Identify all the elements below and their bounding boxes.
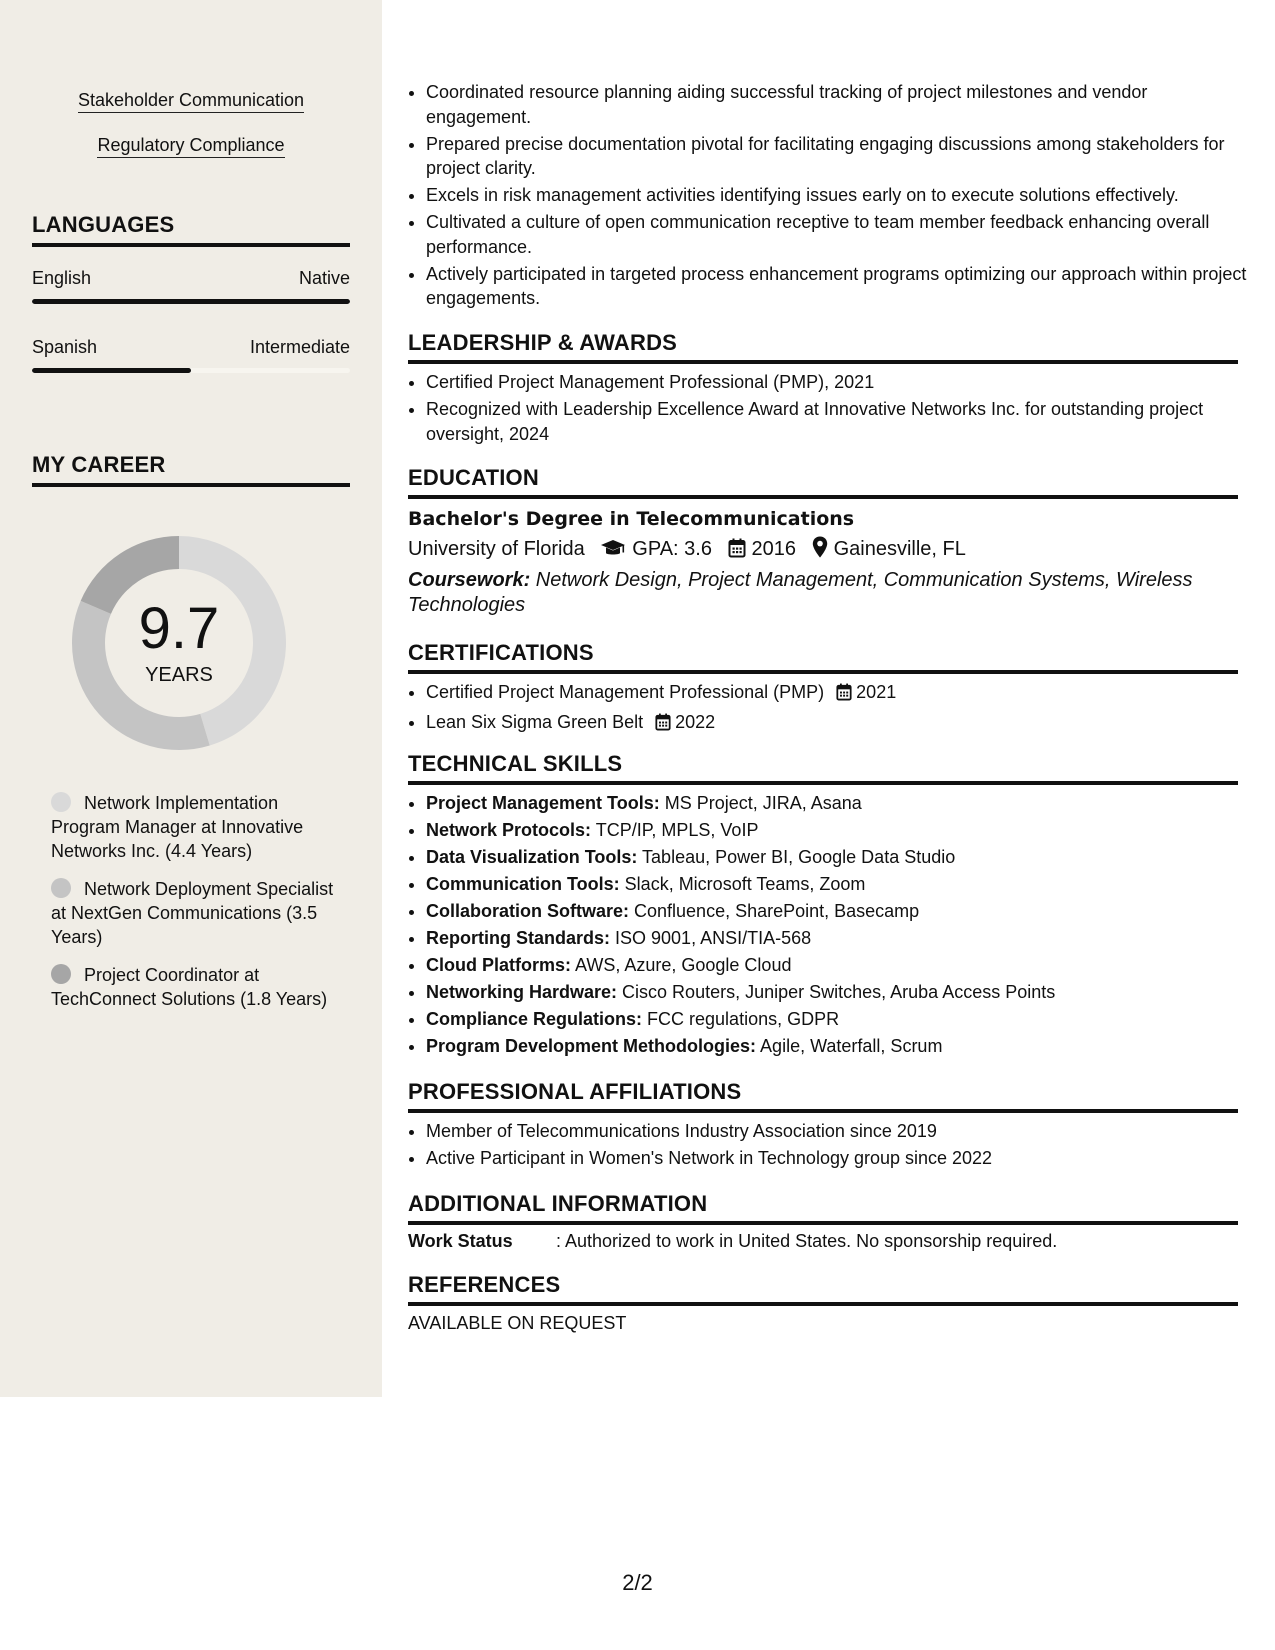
- list-item: [426, 953, 1256, 978]
- skill-label: Collaboration Software:: [426, 901, 630, 921]
- career-total-unit: YEARS: [145, 664, 213, 686]
- references-heading: REFERENCES: [408, 1272, 1238, 1306]
- work-status-value: : Authorized to work in United States. No sponsorship required.: [556, 1231, 1058, 1251]
- calendar-icon: [655, 713, 671, 738]
- list-item: [426, 818, 1256, 843]
- technical-skills-list: [408, 791, 1256, 1061]
- skill-label: Networking Hardware:: [426, 982, 618, 1002]
- work-status-label: Work Status: [408, 1231, 513, 1251]
- education-heading: EDUCATION: [408, 465, 1238, 499]
- skill-tag-label: Regulatory Compliance: [97, 135, 284, 158]
- skill-value: MS Project, JIRA, Asana: [659, 793, 862, 813]
- list-item: [426, 1007, 1256, 1032]
- certification-year: 2021: [856, 682, 897, 702]
- language-proficiency-bar: [32, 299, 350, 304]
- list-item: • Member of Telecommunications Industry Association since 2019: [426, 1119, 1256, 1144]
- list-item: [426, 980, 1256, 1005]
- list-item: • Prepared precise documentation pivotal for facilitating engaging discussions among stakeholders for project clarity.: [426, 132, 1256, 181]
- calendar-icon: [728, 538, 746, 566]
- language-name: Spanish: [32, 337, 98, 357]
- graduation-cap-icon: [600, 538, 626, 566]
- list-item: • Excels in risk management activities identifying issues early on to execute solutions effectively.: [426, 183, 1256, 208]
- skill-label: Reporting Standards:: [426, 928, 611, 948]
- skill-value: Slack, Microsoft Teams, Zoom: [619, 874, 866, 894]
- coursework-text: Network Design, Project Management, Communication Systems, Wireless Technologies: [408, 569, 1193, 616]
- skill-label: Data Visualization Tools:: [426, 847, 638, 867]
- skill-value: Confluence, SharePoint, Basecamp: [629, 901, 920, 921]
- career-legend-item: [51, 791, 341, 863]
- language-proficiency-bar: [32, 368, 350, 373]
- list-item: [426, 845, 1256, 870]
- location-pin-icon: [812, 536, 828, 566]
- skill-tag: [0, 88, 382, 112]
- career-role-text: Network Deployment Specialist at NextGen Communications (3.5 Years): [51, 879, 334, 947]
- list-item: [426, 872, 1256, 897]
- affiliations-heading: PROFESSIONAL AFFILIATIONS: [408, 1079, 1238, 1113]
- skill-value: Agile, Waterfall, Scrum: [756, 1036, 943, 1056]
- skill-label: Program Development Methodologies:: [426, 1036, 757, 1056]
- list-item: • Actively participated in targeted process enhancement programs optimizing our approach within project engagements.: [426, 262, 1256, 311]
- list-item: • Recognized with Leadership Excellence Award at Innovative Networks Inc. for outstanding project oversight, 2024: [426, 397, 1256, 446]
- skill-label: Compliance Regulations:: [426, 1009, 643, 1029]
- certifications-heading: CERTIFICATIONS: [408, 640, 1238, 674]
- career-legend-item: [51, 877, 341, 949]
- additional-info-heading: ADDITIONAL INFORMATION: [408, 1191, 1238, 1225]
- legend-swatch: [51, 878, 71, 898]
- skill-value: TCP/IP, MPLS, VoIP: [591, 820, 759, 840]
- language-row: [32, 335, 350, 359]
- language-proficiency-fill: [32, 368, 191, 373]
- skill-label: Project Management Tools:: [426, 793, 660, 813]
- skill-tag-label: Stakeholder Communication: [78, 90, 304, 113]
- certification-name: Lean Six Sigma Green Belt: [426, 712, 644, 732]
- language-row: [32, 266, 350, 290]
- list-item: [426, 899, 1256, 924]
- legend-swatch: [51, 964, 71, 984]
- career-heading: MY CAREER: [32, 452, 350, 487]
- skill-value: FCC regulations, GDPR: [642, 1009, 840, 1029]
- leadership-heading: LEADERSHIP & AWARDS: [408, 330, 1238, 364]
- certification-year: 2022: [675, 712, 716, 732]
- skill-value: ISO 9001, ANSI/TIA-568: [610, 928, 812, 948]
- calendar-icon: [836, 683, 852, 708]
- education-school: University of Florida: [408, 538, 585, 560]
- work-status-row: [408, 1229, 1238, 1253]
- certification-name: Certified Project Management Professional (PMP): [426, 682, 825, 702]
- skill-tag: [0, 133, 382, 157]
- list-item: • Certified Project Management Professional (PMP), 2021: [426, 370, 1256, 395]
- list-item: [426, 1034, 1256, 1059]
- sidebar: [0, 0, 382, 1397]
- language-level: Native: [298, 268, 350, 288]
- education-gpa: GPA: 3.6: [632, 538, 712, 560]
- technical-skills-heading: TECHNICAL SKILLS: [408, 751, 1238, 785]
- list-item: [426, 926, 1256, 951]
- education-coursework: [408, 568, 1238, 618]
- leadership-list: [408, 370, 1256, 449]
- skill-label: Communication Tools:: [426, 874, 620, 894]
- list-item: [426, 791, 1256, 816]
- education-year: 2016: [751, 538, 797, 560]
- career-role-text: Network Implementation Program Manager at Innovative Networks Inc. (4.4 Years): [51, 793, 304, 861]
- list-item: • Cultivated a culture of open communication receptive to team member feedback enhancing overall performance.: [426, 210, 1256, 259]
- skill-value: Tableau, Power BI, Google Data Studio: [637, 847, 956, 867]
- list-item: [426, 680, 1256, 708]
- references-text: AVAILABLE ON REQUEST: [408, 1313, 627, 1333]
- skill-value: Cisco Routers, Juniper Switches, Aruba Access Points: [617, 982, 1056, 1002]
- language-name: English: [32, 268, 92, 288]
- career-role-text: Project Coordinator at TechConnect Solutions (1.8 Years): [51, 965, 328, 1009]
- language-level: Intermediate: [249, 337, 350, 357]
- list-item: • Active Participant in Women's Network in Technology group since 2022: [426, 1146, 1256, 1171]
- experience-bullet-list: [408, 80, 1256, 313]
- skill-label: Network Protocols:: [426, 820, 592, 840]
- languages-heading: LANGUAGES: [32, 212, 350, 247]
- skill-label: Cloud Platforms:: [426, 955, 572, 975]
- career-total-years: 9.7: [138, 596, 220, 661]
- education-degree: Bachelor's Degree in Telecommunications: [408, 508, 855, 530]
- skill-value: AWS, Azure, Google Cloud: [571, 955, 792, 975]
- page-number: 2/2: [622, 1570, 653, 1595]
- list-item: [426, 710, 1256, 738]
- list-item: • Coordinated resource planning aiding successful tracking of project milestones and vendor engagement.: [426, 80, 1256, 129]
- education-meta: [408, 535, 1238, 566]
- language-proficiency-fill: [32, 299, 350, 304]
- affiliations-list: [408, 1119, 1256, 1173]
- coursework-label: Coursework:: [408, 569, 531, 591]
- legend-swatch: [51, 792, 71, 812]
- education-location: Gainesville, FL: [833, 538, 966, 560]
- career-legend-item: [51, 963, 341, 1011]
- certifications-list: [408, 680, 1256, 740]
